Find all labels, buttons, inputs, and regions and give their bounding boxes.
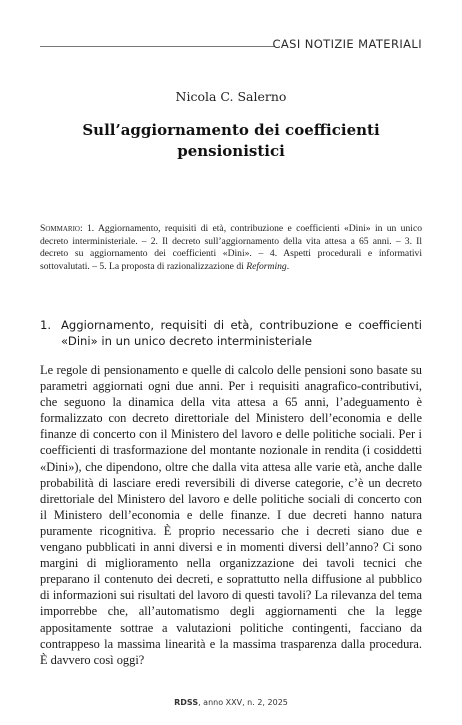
article-title: Sull’aggiornamento dei coefficienti pensionistici: [82, 121, 380, 160]
section-label: CASI NOTIZIE MATERIALI: [272, 37, 422, 51]
section-title: Aggiornamento, requisiti di età, contribuzione e coefficienti «Dini» in un unico decreto interministeriale: [61, 318, 422, 348]
summary-text: 1. Aggiornamento, requisiti di età, contribuzione e coefficienti «Dini» in un unico decreto interministeriale. – 2. Il decreto sull’aggiornamento della vita attesa a 65 anni. – 3. Il decreto su aggiornamento dei coefficienti «Dini». – 4. Aspetti procedurali e informativi sottovalutati. – 5. La proposta di razionalizzazione di: [40, 223, 422, 272]
journal-issue: , anno XXV, n. 2, 2025: [198, 698, 288, 707]
summary-end: .: [286, 260, 290, 272]
body-paragraph: Le regole di pensionamento e quelle di calcolo delle pensioni sono basate su parametri aggiornati ogni due anni. Per i requisiti anagrafico-contributivi, che seguono la dinamica della vita attesa a 65 anni, l’adeguamento è formalizzato con decreto direttoriale del Ministero dell’economia e delle finanze di concerto con il Ministero del lavoro e delle politiche sociali. Per i coefficienti di trasformazione del montante nozionale in rendita (i cosiddetti «Dini»), che dipendono, oltre che dalla vita attesa alle varie età, anche dalle probabilità di lasciare eredi reversibili di diverse categorie, c’è un decreto direttoriale del Ministero del lavoro e delle politiche sociali di concerto con il Ministero dell’economia e delle finanze. I due decreti hanno natura puramente ricognitiva. È proprio necessario che i decreti siano due e vengano pubblicati in anni diversi e in momenti diversi dell’anno? Ci sono margini di miglioramento nella organizzazione dei tavoli tecnici che preparano il contenuto dei decreti, e soprattutto nella diffusione al pubblico di informazioni sui risultati del lavoro di questi tavoli? La rilevanza del tema imporrebbe che, all’automatismo degli aggiornamenti che la legge appositamente sottrae a valutazioni politiche contingenti, facciano da contrappeso la massima linearità e la massima trasparenza dalla procedura. È davvero così oggi?: [40, 363, 422, 667]
summary-reforming: Reforming: [246, 260, 287, 272]
page-footer: [0, 698, 462, 707]
running-head: [40, 34, 422, 54]
header-rule: [40, 46, 275, 47]
summary-label: Sommario:: [40, 223, 83, 234]
article-author: Nicola C. Salerno: [175, 89, 287, 104]
section-number: 1.: [40, 318, 52, 332]
journal-name: RDSS: [174, 698, 199, 707]
summary: [40, 223, 422, 273]
body-text: [40, 362, 422, 668]
